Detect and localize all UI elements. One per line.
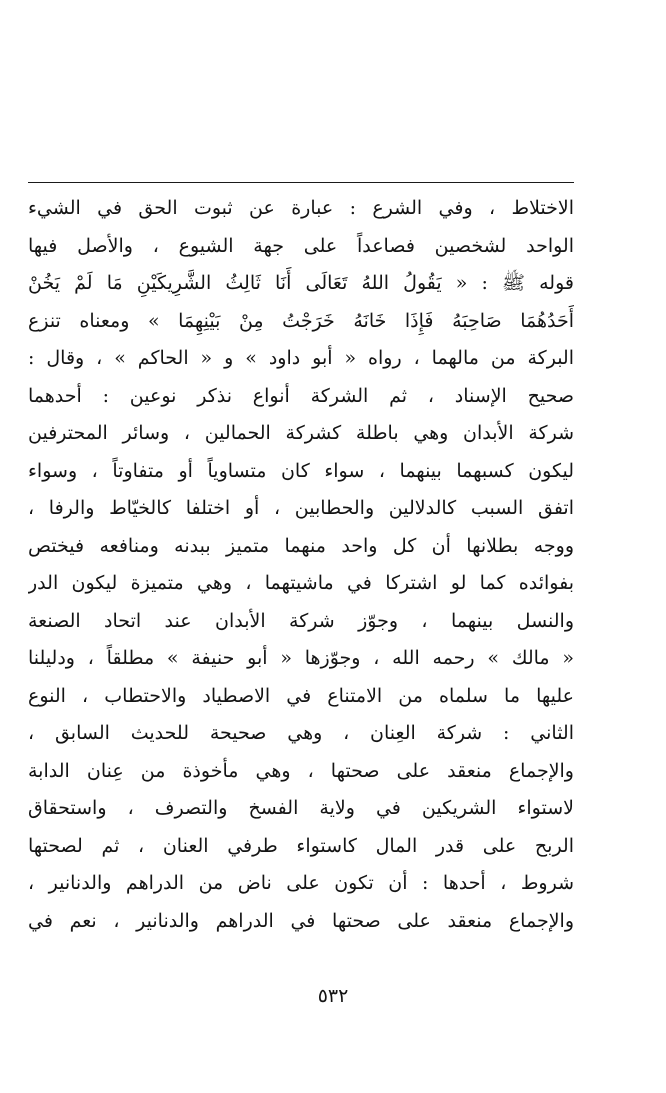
text-line: والإجماع منعقد على صحتها في الدراهم والدنانير ، نعم في: [28, 909, 574, 932]
text-line: اتفق السبب كالدلالين والحطابين ، أو اختلفا كالخيّاط والرفا ،: [28, 497, 574, 519]
text-line: صحيح الإسناد ، ثم الشركة أنواع نذكر نوعين : أحدهما: [28, 384, 574, 407]
text-line: شروط ، أحدها : أن تكون على ناض من الدراهم والدنانير ،: [28, 872, 574, 894]
text-line: « مالك » رحمه الله ، وجوّزها « أبو حنيفة » مطلقاً ، ودليلنا: [28, 647, 574, 669]
text-line: الاختلاط ، وفي الشرع : عبارة عن ثبوت الحق في الشيء: [28, 197, 574, 219]
text-line: شركة الأبدان وهي باطلة كشركة الحمالين ، وسائر المحترفين: [28, 422, 574, 444]
text-line: بفوائده كما لو اشتركا في ماشيتهما ، وهي متميزة ليكون الدر: [28, 572, 574, 594]
text-line: أَحَدُهُمَا صَاحِبَهُ فَإِذَا خَانَهُ خَرَجْتُ مِنْ بَيْنِهِمَا » ومعناه تنزع: [28, 309, 574, 332]
body-text: [28, 190, 574, 940]
page-number: ٥٣٢: [317, 985, 349, 1007]
text-line: ليكون كسبهما بينهما ، سواء كان متساوياً أو متفاوتاً ، وسواء: [28, 459, 574, 482]
text-line: لاستواء الشريكين في ولاية الفسخ والتصرف ، واستحقاق: [28, 797, 574, 819]
text-line: والإجماع منعقد على صحتها ، وهي مأخوذة من عِنان الدابة: [28, 759, 574, 782]
text-line: البركة من مالهما ، رواه « أبو داود » و « الحاكم » ، وقال :: [28, 347, 574, 369]
text-line: ووجه بطلانها أن كل واحد منهما متميز ببدنه ومنافعه فيختص: [28, 534, 574, 557]
text-line: والنسل بينهما ، وجوّز شركة الأبدان عند اتحاد الصنعة: [28, 609, 574, 632]
header-rule: [28, 182, 574, 183]
text-line: عليها ما سلماه من الامتناع في الاصطياد والاحتطاب ، النوع: [28, 684, 574, 707]
text-line: الربح على قدر المال كاستواء طرفي العنان ، ثم لصحتها: [28, 834, 574, 857]
text-line: الواحد لشخصين فصاعداً على جهة الشيوع ، والأصل فيها: [28, 234, 574, 257]
text-line: الثاني : شركة العِنان ، وهي صحيحة للحديث السابق ،: [28, 722, 574, 744]
text-line: قوله ﷺ : « يَقُولُ اللهُ تَعَالَى أَنَا ثَالِثُ الشَّرِيكَيْنِ مَا لَمْ يَخُنْ: [28, 272, 574, 294]
